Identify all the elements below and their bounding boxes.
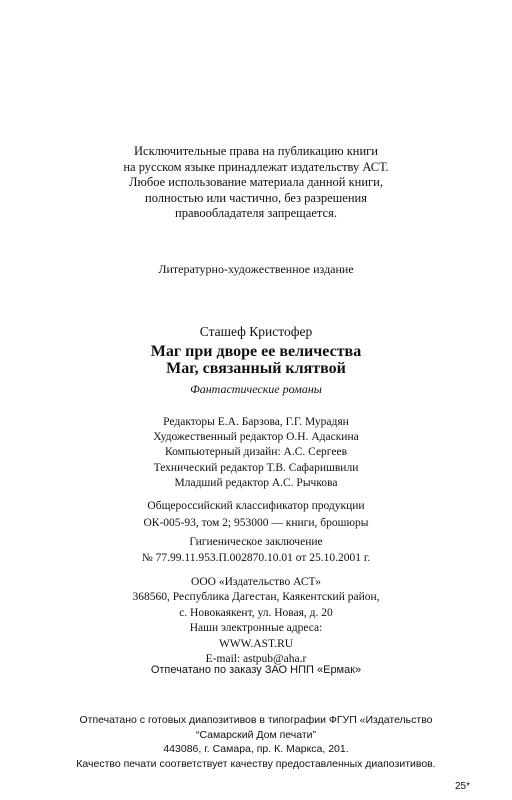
printing-line-3: 443086, г. Самара, пр. К. Маркса, 201. [163,743,349,756]
publisher-email: E-mail: astpub@aha.r [205,653,307,666]
rights-line-2: на русском языке принадлежат издательству АСТ. [123,159,389,174]
printing-line-1: Отпечатано с готовых диапозитивов в типографии ФГУП «Издательство [79,714,433,726]
author-name: Сташеф Кристофер [199,324,313,339]
publisher-website: WWW.AST.RU [218,637,294,650]
publisher-line-3: с. Новокаякент, ул. Новая, д. 20 [179,606,333,619]
printing-info [0,713,512,771]
editors-credits [0,415,512,491]
publisher-info [0,575,512,667]
print-order: Отпечатано по заказу ЗАО НПП «Ермак» [150,664,362,676]
editors-line-4: Технический редактор Т.В. Сафаришвили [153,461,359,474]
classifier-line-1: Общероссийский классификатор продукции [147,500,365,512]
hygiene-line-1: Гигиеническое заключение [189,536,323,548]
book-titles [0,343,512,377]
classifier-line-2: ОК-005-93, том 2; 953000 — книги, брошюры [143,517,369,529]
printing-line-4: Качество печати соответствует качеству предоставленных диапозитивов. [76,757,436,770]
rights-line-1: Исключительные права на публикацию книги [134,144,378,158]
book-subtitle: Фантастические романы [190,382,322,396]
product-classifier [0,498,512,532]
rights-notice [0,144,512,222]
title-line-2: Маг, связанный клятвой [166,360,346,377]
page-mark: 25* [454,781,470,792]
publisher-line-2: 368560, Республика Дагестан, Каякентский район, [132,591,380,604]
rights-line-3: Любое использование материала данной книги, [129,175,383,190]
editors-line-5: Младший редактор А.С. Рычкова [174,476,338,489]
publisher-line-4: Наши электронные адреса: [189,622,323,635]
genre-label: Литературно-художественное издание [158,262,354,276]
title-line-1: Маг при дворе ее величества [150,343,362,360]
hygiene-certificate [0,534,512,566]
editors-line-1: Редакторы Е.А. Барзова, Г.Г. Мурадян [163,416,349,428]
rights-line-5: правообладателя запрещается. [175,206,337,221]
editors-line-3: Компьютерный дизайн: А.С. Сергеев [164,446,348,459]
printing-line-2: “Самарский Дом печати” [195,728,317,741]
editors-line-2: Художественный редактор О.Н. Адаскина [153,431,359,444]
rights-line-4: полностью или частично, без разрешения [145,190,367,205]
publisher-line-1: ООО «Издательство АСТ» [191,576,321,588]
hygiene-line-2: № 77.99.11.953.П.002870.10.01 от 25.10.2001 г. [141,552,371,564]
